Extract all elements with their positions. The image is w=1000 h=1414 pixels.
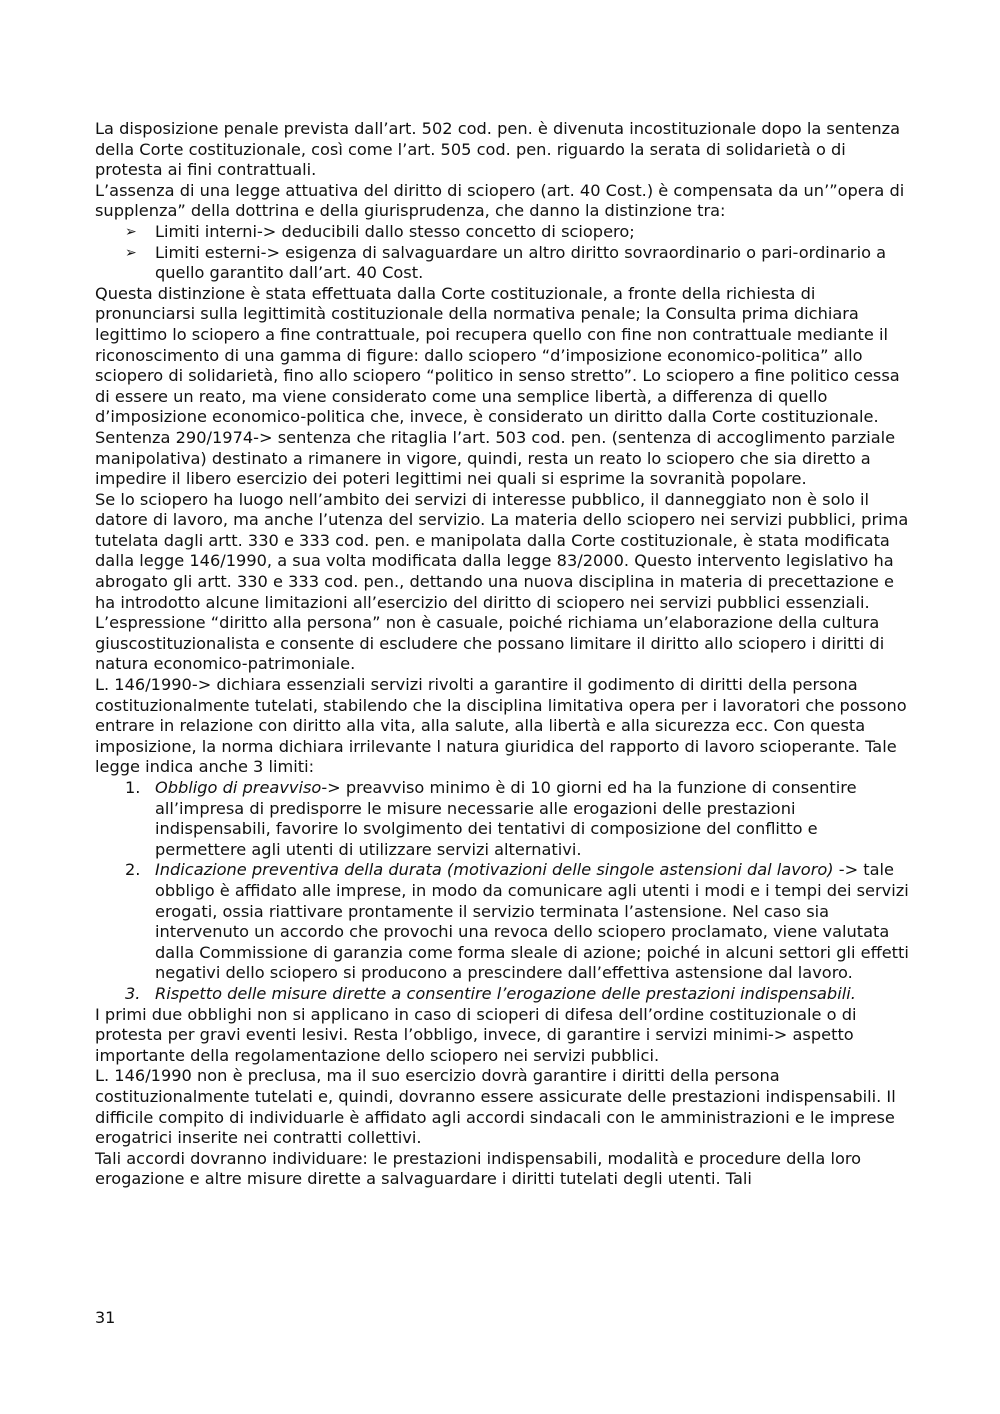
paragraph: L. 146/1990-> dichiara essenziali servizi rivolti a garantire il godimento di diritti della persona costituzionalmente tutelati, stabilendo che la disciplina limitativa opera per i lavoratori che possono entrare in relazione con diritto alla vita, alla salute, alla libertà e alla sicurezza ecc. Con questa imposizione, la norma dichiara irrilevante l natura giuridica del rapporto di lavoro scioperante. Tale legge indica anche 3 limiti: [95,675,907,777]
paragraph: L. 146/1990 non è preclusa, ma il suo esercizio dovrà garantire i diritti della persona costituzionalmente tutelati e, quindi, dovranno essere assicurate delle prestazioni indispensabili. Il difficile compito di individuarle è affidato agli accordi sindacali con le amministrazioni e le imprese erogatrici inserite nei contratti collettivi. [95,1066,896,1148]
paragraph: L’espressione “diritto alla persona” non è casuale, poiché richiama un’elaborazione della cultura giuscostituzionalista e consente di escludere che possano limitare il diritto allo sciopero i diritti di natura economico-patrimoniale. [95,613,885,674]
list-item-title: Rispetto delle misure dirette a consentire l’erogazione delle prestazioni indispensabili. [155,983,856,1003]
paragraph: Se lo sciopero ha luogo nell’ambito dei servizi di interesse pubblico, il danneggiato non è solo il datore di lavoro, ma anche l’utenza del servizio. La materia dello sciopero nei servizi pubblici, prima tutelata dagli artt. 330 e 333 cod. pen. e manipolata dalla Corte costituzionale, è stata modificata dalla legge 146/1990, a sua volta modificata dalla legge 83/2000. Questo intervento legislativo ha abrogato gli artt. 330 e 333 cod. pen., dettando una nuova disciplina in materia di precettazione e ha introdotto alcune limitazioni all’esercizio del diritto di sciopero nei servizi pubblici essenziali. [95,489,909,612]
list-item-text: -> tale obbligo è affidato alle imprese, in modo da comunicare agli utenti i modi e i tempi dei servizi erogati, ossia riattivare prontamente il servizio terminata l’astensione. Nel caso sia intervenuto un accordo che provochi una revoca dello sciopero proclamato, viene valutata dalla Commissione di garanzia come forma sleale di azione; poiché in alcuni settori gli effetti negativi dello sciopero si producono a prescindere dall’effettiva astensione dal lavoro. [155,860,909,983]
numbered-limits-list [95,778,910,1005]
list-item-text: Limiti esterni-> esigenza di salvaguardare un altro diritto sovraordinario o pari-ordinario a quello garantito dall’art. 40 Cost. [155,242,887,283]
list-item [95,860,910,984]
list-item [95,243,910,284]
list-number: 2. [125,860,141,880]
paragraph: Questa distinzione è stata effettuata dalla Corte costituzionale, a fronte della richiesta di pronunciarsi sulla legittimità costituzionale della normativa penale; la Consulta prima dichiara legittimo lo sciopero a fine contrattuale, poi recupera quello con fine non contrattuale mediante il riconoscimento di una gamma di figure: dallo sciopero “d’imposizione economico-politica” allo sciopero di solidarietà, fino allo sciopero “politico in senso stretto”. Lo sciopero a fine politico cessa di essere un reato, ma viene considerato come una semplice libertà, a differenza di quello d’imposizione economico-politica che, invece, è considerato un diritto dalla Corte costituzionale. [95,283,900,427]
list-item [95,222,910,243]
list-number: 3. [125,983,141,1003]
limits-bullet-list [95,222,910,284]
list-item-text: -> preavviso minimo è di 10 giorni ed ha la funzione di consentire all’impresa di predisporre le misure necessarie alle erogazioni delle prestazioni indispensabili, favorire lo svolgimento dei tentativi di composizione del conflitto e permettere agli utenti di utilizzare servizi alternativi. [155,778,857,859]
arrow-bullet-icon: ➢ [125,223,137,240]
list-item-title: Obbligo di preavviso [155,778,322,797]
paragraph: L’assenza di una legge attuativa del diritto di sciopero (art. 40 Cost.) è compensata da un’”opera di supplenza” della dottrina e della giurisprudenza, che danno la distinzione tra: [95,180,905,221]
list-item [95,984,910,1005]
list-item-text: Limiti interni-> deducibili dallo stesso concetto di sciopero; [155,221,635,241]
paragraph: La disposizione penale prevista dall’art. 502 cod. pen. è divenuta incostituzionale dopo la sentenza della Corte costituzionale, così come l’art. 505 cod. pen. riguardo la serata di solidarietà o di protesta ai fini contrattuali. [95,119,901,180]
page-number: 31 [95,1308,116,1327]
arrow-bullet-icon: ➢ [125,244,137,261]
paragraph: I primi due obblighi non si applicano in caso di scioperi di difesa dell’ordine costituzionale o di protesta per gravi eventi lesivi. Resta l’obbligo, invece, di garantire i servizi minimi-> aspetto importante della regolamentazione dello sciopero nei servizi pubblici. [95,1004,857,1065]
paragraph: Sentenza 290/1974-> sentenza che ritaglia l’art. 503 cod. pen. (sentenza di accoglimento parziale manipolativa) destinato a rimanere in vigore, quindi, resta un reato lo sciopero che sia diretto a impedire il libero esercizio dei poteri legittimi nei quali si esprime la sovranità popolare. [95,427,896,489]
list-item [95,778,910,860]
list-number: 1. [125,778,141,797]
list-item-title: Indicazione preventiva della durata (motivazioni delle singole astensioni dal lavoro) [155,860,834,880]
paragraph: Tali accordi dovranno individuare: le prestazioni indispensabili, modalità e procedure della loro erogazione e altre misure dirette a salvaguardare i diritti tutelati degli utenti. Tali [95,1148,862,1189]
page-body [95,119,910,1190]
